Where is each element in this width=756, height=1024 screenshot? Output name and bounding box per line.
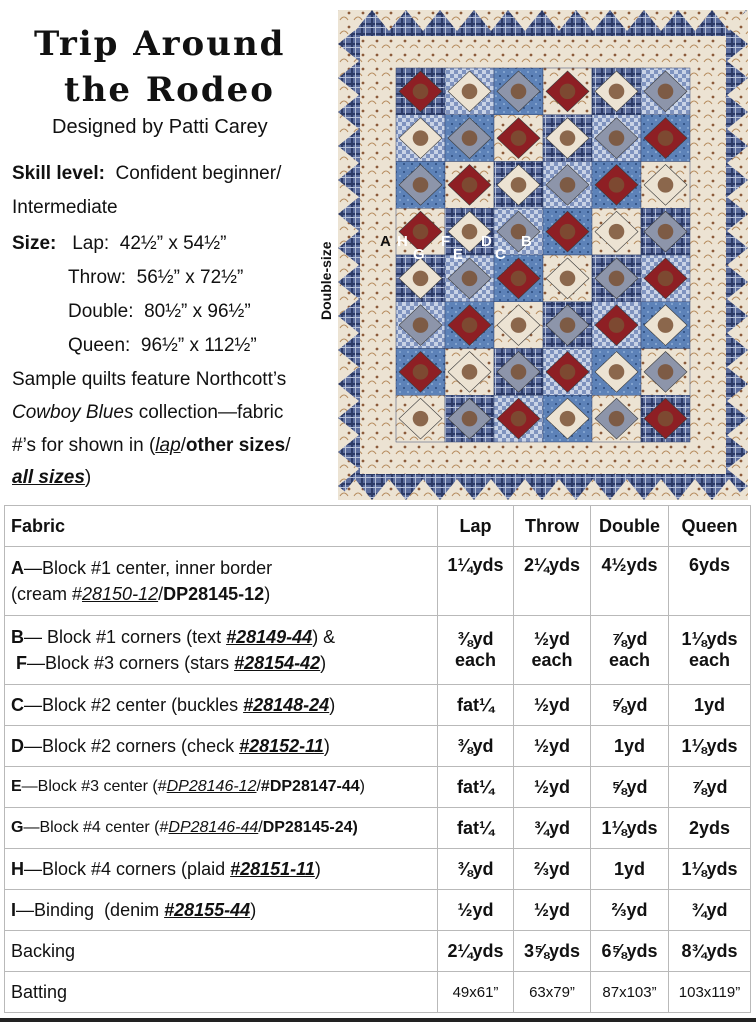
- legend-slash-1: /: [180, 435, 186, 456]
- quilt-block-motif: [462, 130, 478, 146]
- row-d-lap: ⅜yd: [438, 726, 514, 767]
- row-h-letter: H: [11, 859, 24, 879]
- row-backing-throw: 3⅝yds: [514, 931, 591, 972]
- row-backing-lap: 2¼yds: [438, 931, 514, 972]
- quilt-illustration: [338, 10, 748, 500]
- row-backing-label: Backing: [5, 931, 438, 972]
- quilt-block-motif: [560, 84, 576, 100]
- row-b-f-throw-each: each: [531, 650, 573, 670]
- quilt-block-motif: [609, 364, 625, 380]
- row-h-post: ): [314, 859, 321, 879]
- quilt-block-motif: [609, 271, 625, 287]
- row-b-post: ) &: [312, 627, 336, 647]
- legend-lap: lap: [155, 435, 181, 456]
- size-throw-dims: 56½” x 72½”: [136, 267, 244, 288]
- row-b-f-lap-amount: ⅜yd: [457, 629, 494, 649]
- row-e-lap: fat¼: [438, 767, 514, 808]
- quilt-letter-h: H: [397, 233, 408, 250]
- size-double-name: Double:: [68, 301, 134, 322]
- quilt-letter-a: A: [380, 233, 391, 250]
- quilt-letter-e: E: [453, 246, 464, 263]
- row-i-code: #28155-44: [164, 900, 251, 920]
- row-g-code1: DP28146-44: [168, 819, 259, 836]
- quilt-block-motif: [413, 177, 429, 193]
- quilt-block-motif: [413, 271, 429, 287]
- sample-line-1: Sample quilts feature Northcott’s: [12, 369, 287, 390]
- size-double-line: [68, 300, 251, 324]
- sample-line-2-text: collection—fabric: [133, 402, 284, 423]
- row-b-f-double-each: each: [608, 650, 651, 670]
- row-b-f-throw: [514, 616, 591, 685]
- row-b-f-queen-amount: 1⅛yds: [681, 629, 738, 649]
- row-h-queen: 1⅛yds: [669, 849, 751, 890]
- row-a-queen: 6yds: [669, 547, 751, 616]
- row-i-lap: ½yd: [438, 890, 514, 931]
- row-backing-double: 6⅝yds: [591, 931, 669, 972]
- row-e-post: ): [359, 778, 365, 795]
- row-c-queen: 1yd: [669, 685, 751, 726]
- sample-line-2: [12, 401, 283, 425]
- quilt-block-motif: [413, 130, 429, 146]
- legend-slash-2: /: [285, 435, 291, 456]
- row-a-sep: /: [158, 584, 164, 604]
- row-i-description: [5, 890, 438, 931]
- quilt-block-motif: [511, 317, 527, 333]
- quilt-block-motif: [609, 411, 625, 427]
- row-batting-double: 87x103”: [591, 972, 669, 1013]
- quilt-letter-b: B: [521, 233, 532, 250]
- sample-line-4: [12, 466, 91, 490]
- row-h-lap: ⅜yd: [438, 849, 514, 890]
- row-batting-label: Batting: [5, 972, 438, 1013]
- pattern-info: [0, 0, 330, 500]
- row-b-letter: B: [11, 627, 24, 647]
- row-h-double: 1yd: [591, 849, 669, 890]
- row-c-throw: ½yd: [514, 685, 591, 726]
- row-c-text: Block #2 center (buckles: [42, 695, 244, 715]
- row-b-f-lap-each: each: [454, 650, 497, 670]
- row-c-letter: C: [11, 695, 24, 715]
- row-backing-queen: 8¾yds: [669, 931, 751, 972]
- row-c-code: #28148-24: [243, 695, 330, 715]
- table-row-backing: [5, 931, 751, 972]
- row-f-dash: —: [27, 653, 46, 673]
- size-throw-line: [68, 266, 243, 290]
- row-b-f-queen: [669, 616, 751, 685]
- quilt-block-motif: [609, 317, 625, 333]
- row-h-throw: ⅔yd: [514, 849, 591, 890]
- col-fabric: Fabric: [5, 506, 438, 547]
- row-g-text: Block #4 center (#: [39, 819, 169, 836]
- row-d-code: #28152-11: [239, 736, 324, 756]
- row-i-double: ⅔yd: [591, 890, 669, 931]
- skill-label: Skill level:: [12, 163, 105, 184]
- quilt-block-motif: [511, 364, 527, 380]
- row-batting-queen: 103x119”: [669, 972, 751, 1013]
- row-d-text: Block #2 corners (check: [42, 736, 240, 756]
- quilt-block-motif: [413, 411, 429, 427]
- row-b-f-double-amount: ⅞yd: [611, 629, 648, 649]
- quilt-block-motif: [511, 130, 527, 146]
- quilt-block-motif: [413, 317, 429, 333]
- row-a-dash: —: [24, 558, 42, 578]
- fabric-requirements-table: [4, 505, 751, 1013]
- row-h-description: [5, 849, 438, 890]
- row-g-queen: 2yds: [669, 808, 751, 849]
- quilt-block-motif: [658, 224, 674, 240]
- row-b-text: Block #1 corners (text: [47, 627, 227, 647]
- quilt-block-motif: [560, 224, 576, 240]
- quilt-block-motif: [462, 364, 478, 380]
- size-queen-dims: 96½” x 112½”: [140, 335, 257, 356]
- table-row-i: [5, 890, 751, 931]
- size-double-dims: 80½” x 96½”: [144, 301, 251, 322]
- row-b-dash: —: [24, 627, 48, 647]
- row-e-queen: ⅞yd: [669, 767, 751, 808]
- row-g-letter: G: [11, 819, 24, 836]
- quilt-block-motif: [609, 84, 625, 100]
- row-a-code2: DP28145-12: [163, 584, 265, 604]
- quilt-letter-f: F: [441, 233, 451, 250]
- col-throw: Throw: [514, 506, 591, 547]
- quilt-block-motif: [462, 317, 478, 333]
- sample-line-3: [12, 434, 290, 458]
- row-h-code: #28151-11: [230, 859, 315, 879]
- row-i-text: Binding (denim: [34, 900, 165, 920]
- quilt-block-motif: [511, 177, 527, 193]
- quilt-block-motif: [658, 177, 674, 193]
- legend-all-sizes: all sizes: [12, 467, 85, 488]
- title-line-1: Trip Around: [34, 24, 286, 64]
- quilt-block-motif: [560, 364, 576, 380]
- row-d-throw: ½yd: [514, 726, 591, 767]
- row-i-letter: I: [11, 900, 17, 920]
- row-a-text1: Block #1 center, inner border: [42, 558, 273, 578]
- quilt-block-motif: [511, 271, 527, 287]
- row-a-double: 4½yds: [591, 547, 669, 616]
- row-a-throw: 2¼yds: [514, 547, 591, 616]
- row-i-queen: ¾yd: [669, 890, 751, 931]
- legend-other-sizes: other sizes: [185, 435, 286, 456]
- row-a-letter: A: [11, 558, 24, 578]
- quilt-image: [338, 10, 748, 500]
- size-queen-line: [68, 334, 257, 358]
- quilt-block-motif: [462, 224, 478, 240]
- collection-name: Cowboy Blues: [12, 402, 134, 423]
- table-row-g: [5, 808, 751, 849]
- designer-credit: Designed by Patti Carey: [52, 116, 268, 138]
- size-queen-name: Queen:: [68, 335, 131, 356]
- row-h-dash: —: [24, 859, 42, 879]
- row-b-f-description: [5, 616, 438, 685]
- table-header-row: [5, 506, 751, 547]
- title-line-2: the Rodeo: [64, 70, 275, 110]
- row-h-text: Block #4 corners (plaid: [42, 859, 231, 879]
- row-e-description: [5, 767, 438, 808]
- row-e-code2: #DP28147-44: [260, 778, 360, 795]
- quilt-block-motif: [462, 84, 478, 100]
- row-c-lap: fat¼: [438, 685, 514, 726]
- col-lap: Lap: [438, 506, 514, 547]
- quilt-block-motif: [413, 364, 429, 380]
- quilt-block-motif: [658, 271, 674, 287]
- row-b-f-queen-each: each: [688, 650, 731, 670]
- row-i-throw: ½yd: [514, 890, 591, 931]
- size-throw-name: Throw:: [68, 267, 127, 288]
- quilt-block-motif: [609, 177, 625, 193]
- size-label: Size:: [12, 233, 57, 254]
- quilt-block-motif: [658, 411, 674, 427]
- quilt-block-motif: [462, 177, 478, 193]
- size-lap-dims: 42½” x 54½”: [119, 233, 227, 254]
- row-e-throw: ½yd: [514, 767, 591, 808]
- row-a-lap: 1¼yds: [438, 547, 514, 616]
- row-g-lap: fat¼: [438, 808, 514, 849]
- row-g-throw: ¾yd: [514, 808, 591, 849]
- double-size-label: Double-size: [318, 241, 334, 320]
- row-f-letter: F: [16, 653, 28, 673]
- row-d-queen: 1⅛yds: [669, 726, 751, 767]
- quilt-block-motif: [511, 411, 527, 427]
- row-a-description: [5, 547, 438, 616]
- skill-value-2: Intermediate: [12, 197, 118, 218]
- quilt-block-motif: [658, 317, 674, 333]
- row-f-text: Block #3 corners (stars: [45, 653, 235, 673]
- row-a-text2-post: ): [264, 584, 271, 604]
- table-row-batting: [5, 972, 751, 1013]
- size-lap-name: Lap:: [72, 233, 110, 254]
- row-batting-throw: 63x79”: [514, 972, 591, 1013]
- row-e-sep: /: [256, 778, 261, 795]
- quilt-block-motif: [609, 130, 625, 146]
- row-i-dash: —: [16, 900, 35, 920]
- row-c-double: ⅝yd: [591, 685, 669, 726]
- row-c-dash: —: [24, 695, 42, 715]
- table-row-d: [5, 726, 751, 767]
- quilt-block-motif: [658, 84, 674, 100]
- quilt-block-motif: [413, 84, 429, 100]
- row-b-f-double: [591, 616, 669, 685]
- quilt-block-motif: [511, 84, 527, 100]
- row-d-description: [5, 726, 438, 767]
- table-row-c: [5, 685, 751, 726]
- quilt-letter-c: C: [495, 246, 506, 263]
- row-a-code1: 28150-12: [82, 584, 159, 604]
- row-d-post: ): [323, 736, 330, 756]
- row-batting-lap: 49x61”: [438, 972, 514, 1013]
- quilt-blocks: [338, 10, 748, 500]
- row-b-f-throw-amount: ½yd: [533, 629, 571, 649]
- row-g-sep: /: [258, 819, 263, 836]
- row-g-description: [5, 808, 438, 849]
- row-g-code2: DP28145-24): [262, 819, 358, 836]
- row-f-post: ): [320, 653, 327, 673]
- quilt-block-motif: [413, 224, 429, 240]
- row-g-dash: —: [23, 819, 40, 836]
- row-d-double: 1yd: [591, 726, 669, 767]
- row-e-letter: E: [11, 778, 22, 795]
- bottom-rule: [0, 1018, 756, 1022]
- size-lap-line: [12, 232, 226, 256]
- quilt-block-motif: [560, 411, 576, 427]
- row-c-description: [5, 685, 438, 726]
- quilt-block-motif: [658, 364, 674, 380]
- quilt-block-motif: [560, 271, 576, 287]
- row-b-code: #28149-44: [226, 627, 313, 647]
- quilt-block-motif: [560, 177, 576, 193]
- table-row-a: [5, 547, 751, 616]
- row-d-letter: D: [11, 736, 24, 756]
- row-a-text2-pre: (cream #: [11, 584, 83, 604]
- row-i-post: ): [250, 900, 257, 920]
- row-e-double: ⅝yd: [591, 767, 669, 808]
- table-row-e: [5, 767, 751, 808]
- quilt-block-motif: [658, 130, 674, 146]
- sample-line-3-text: #’s for shown in (: [12, 435, 156, 456]
- quilt-letter-g: G: [413, 246, 425, 263]
- col-queen: Queen: [669, 506, 751, 547]
- row-g-double: 1⅛yds: [591, 808, 669, 849]
- row-b-f-lap: [438, 616, 514, 685]
- row-e-code1: DP28146-12: [166, 778, 257, 795]
- row-e-dash: —: [21, 778, 38, 795]
- skill-level-line: [12, 162, 281, 186]
- legend-close: ): [84, 467, 92, 488]
- skill-value-1: Confident beginner/: [115, 163, 282, 184]
- quilt-block-motif: [462, 271, 478, 287]
- table-row-b-f: [5, 616, 751, 685]
- row-c-post: ): [329, 695, 336, 715]
- quilt-block-motif: [609, 224, 625, 240]
- row-e-text: Block #3 center (#: [37, 778, 167, 795]
- quilt-block-motif: [560, 317, 576, 333]
- table-row-h: [5, 849, 751, 890]
- quilt-block-motif: [560, 130, 576, 146]
- quilt-block-motif: [462, 411, 478, 427]
- row-d-dash: —: [24, 736, 42, 756]
- col-double: Double: [591, 506, 669, 547]
- quilt-letter-d: D: [481, 233, 492, 250]
- row-f-code: #28154-42: [234, 653, 321, 673]
